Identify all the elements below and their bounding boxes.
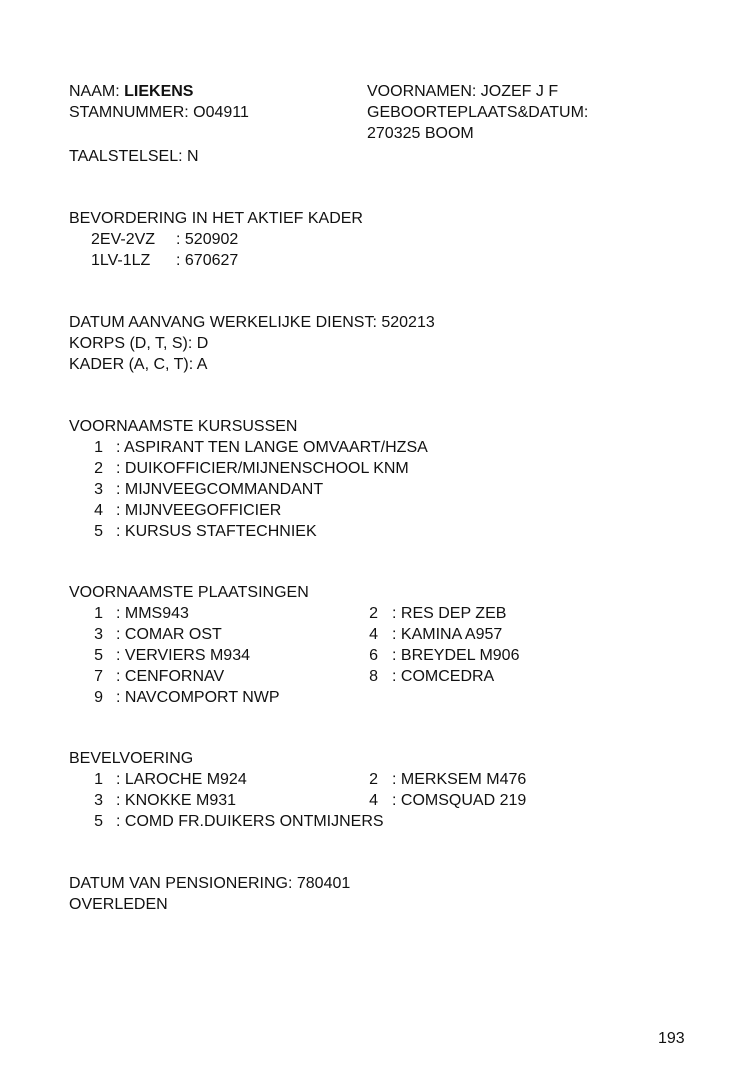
naam-label: NAAM: bbox=[69, 83, 125, 100]
bevel-item: : COMD FR.DUIKERS ONTMIJNERS bbox=[116, 813, 384, 830]
kursus-item: : KURSUS STAFTECHNIEK bbox=[116, 523, 317, 540]
kursus-item: : DUIKOFFICIER/MIJNENSCHOOL KNM bbox=[116, 460, 409, 477]
pensionering-line: DATUM VAN PENSIONERING: 780401 bbox=[69, 875, 351, 892]
overleden-line: OVERLEDEN bbox=[69, 896, 168, 913]
aanvang-line: DATUM AANVANG WERKELIJKE DIENST: 520213 bbox=[69, 314, 435, 331]
kursus-number: 3 bbox=[94, 481, 103, 498]
plaatsing-item: : CENFORNAV bbox=[116, 668, 225, 685]
kursus-number: 4 bbox=[94, 502, 103, 519]
bevel-item: : MERKSEM M476 bbox=[392, 771, 527, 788]
naam-value: LIEKENS bbox=[124, 83, 194, 100]
bevel-number: 1 bbox=[94, 771, 103, 788]
plaatsing-item: : KAMINA A957 bbox=[392, 626, 503, 643]
plaatsing-number: 5 bbox=[94, 647, 103, 664]
kursus-item: : MIJNVEEGCOMMANDANT bbox=[116, 481, 324, 498]
kursus-number: 1 bbox=[94, 439, 103, 456]
plaatsing-item: : NAVCOMPORT NWP bbox=[116, 689, 280, 706]
plaatsing-item: : COMCEDRA bbox=[392, 668, 495, 685]
bevordering-grade-2: 1LV-1LZ bbox=[91, 252, 151, 269]
voornamen-line: VOORNAMEN: JOZEF J F bbox=[367, 83, 559, 100]
korps-line: KORPS (D, T, S): D bbox=[69, 335, 209, 352]
plaatsing-item: : BREYDEL M906 bbox=[392, 647, 520, 664]
plaatsing-item: : MMS943 bbox=[116, 605, 189, 622]
plaatsing-number: 9 bbox=[94, 689, 103, 706]
bevel-number: 3 bbox=[94, 792, 103, 809]
geboorte-value: 270325 BOOM bbox=[367, 125, 474, 142]
kursus-number: 2 bbox=[94, 460, 103, 477]
geboorte-label: GEBOORTEPLAATS&DATUM: bbox=[367, 104, 589, 121]
plaatsing-number: 6 bbox=[369, 647, 378, 664]
kursus-item: : ASPIRANT TEN LANGE OMVAART/HZSA bbox=[116, 439, 428, 456]
taalstelsel-line: TAALSTELSEL: N bbox=[69, 148, 199, 165]
page-number: 193 bbox=[658, 1030, 685, 1047]
bevordering-date-1: : 520902 bbox=[176, 231, 239, 248]
plaatsing-number: 4 bbox=[369, 626, 378, 643]
bevel-number: 2 bbox=[369, 771, 378, 788]
plaatsing-item: : COMAR OST bbox=[116, 626, 222, 643]
plaatsing-number: 1 bbox=[94, 605, 103, 622]
bevordering-title: BEVORDERING IN HET AKTIEF KADER bbox=[69, 210, 363, 227]
plaatsing-item: : VERVIERS M934 bbox=[116, 647, 250, 664]
plaatsing-number: 7 bbox=[94, 668, 103, 685]
plaatsing-item: : RES DEP ZEB bbox=[392, 605, 507, 622]
stamnummer-line: STAMNUMMER: O04911 bbox=[69, 104, 249, 121]
kursus-item: : MIJNVEEGOFFICIER bbox=[116, 502, 282, 519]
bevel-item: : COMSQUAD 219 bbox=[392, 792, 527, 809]
bevel-item: : KNOKKE M931 bbox=[116, 792, 237, 809]
naam-line bbox=[69, 81, 193, 102]
bevelvoering-title: BEVELVOERING bbox=[69, 750, 194, 767]
bevordering-grade-1: 2EV-2VZ bbox=[91, 231, 156, 248]
plaatsing-number: 3 bbox=[94, 626, 103, 643]
plaatsingen-title: VOORNAAMSTE PLAATSINGEN bbox=[69, 584, 309, 601]
bevel-number: 5 bbox=[94, 813, 103, 830]
bevel-item: : LAROCHE M924 bbox=[116, 771, 247, 788]
bevel-number: 4 bbox=[369, 792, 378, 809]
plaatsing-number: 2 bbox=[369, 605, 378, 622]
bevordering-date-2: : 670627 bbox=[176, 252, 239, 269]
kader-line: KADER (A, C, T): A bbox=[69, 356, 208, 373]
kursussen-title: VOORNAAMSTE KURSUSSEN bbox=[69, 418, 298, 435]
kursus-number: 5 bbox=[94, 523, 103, 540]
plaatsing-number: 8 bbox=[369, 668, 378, 685]
